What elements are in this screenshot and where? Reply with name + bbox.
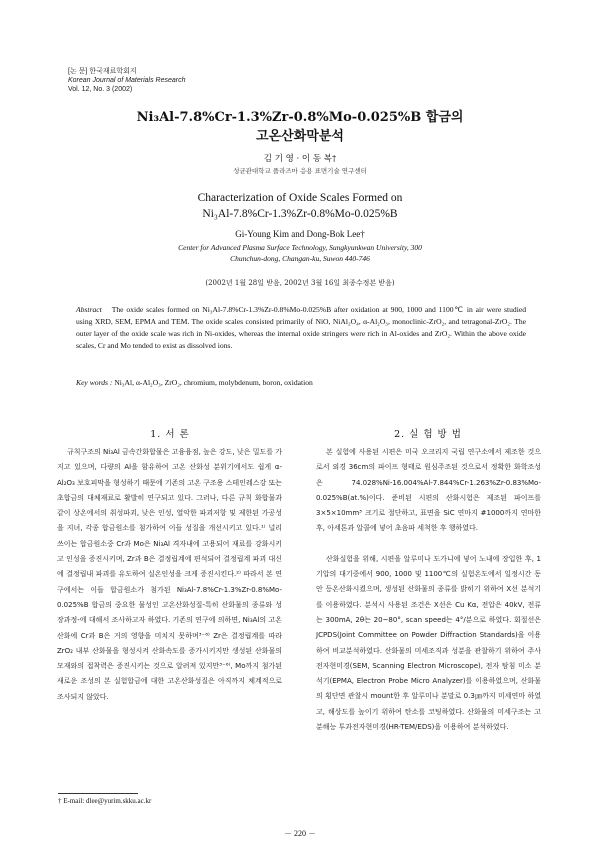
received-dates: (2002년 1월 28일 받음, 2002년 3월 16일 최종수정본 받음) bbox=[205, 279, 395, 287]
journal-header-line2: Korean Journal of Materials Research bbox=[68, 77, 186, 84]
korean-title-line1: Ni₃Al-7.8%Cr-1.3%Zr-0.8%Mo-0.025%B 합금의 bbox=[136, 110, 464, 125]
korean-authors: 김 기 영 · 이 동 복† bbox=[263, 154, 337, 164]
english-title-line2: Ni₃Al-7.8%Cr-1.3%Zr-0.8%Mo-0.025%B bbox=[202, 208, 398, 220]
section-methods-title: 2. 실 험 방 법 bbox=[394, 429, 462, 440]
english-authors: Gi-Young Kim and Dong-Bok Lee† bbox=[235, 229, 365, 239]
footnote-rule bbox=[58, 793, 138, 794]
abstract-label: Abstract bbox=[76, 305, 102, 314]
body-right-column bbox=[316, 445, 541, 735]
journal-header bbox=[68, 67, 186, 94]
keywords bbox=[76, 378, 526, 387]
section-introduction-title: 1. 서 론 bbox=[150, 429, 190, 440]
journal-header-line3: Vol. 12, No. 3 (2002) bbox=[68, 86, 133, 93]
page-number: － 220 － bbox=[284, 829, 316, 838]
methods-paragraph-2: 산화실험을 위해, 시편을 알루미나 도가니에 넣어 노내에 장입한 후, 1기압의 대기중에서 900, 1000 및 1100℃의 실험온도에서 일정시간 동안 등온산화시켰으며, 생성된 산화물의 종류를 밝히기 위하여 X선 분석기를 이용하였다. 분석시 사용된 조건은 X선은 Cu Kα, 전압은 40kV, 전류는 300mA, 2θ는 20~80°, scan speed는 4°/분으로 하였다. 회절선은 JCPDS(Joint Committee on Powder Diffraction Standards)을 이용하여 비교분석하였다. 산화물의 미세조직과 성분을 관찰하기 위하여 주사전자현미경(SEM, Scanning Electron Microscope), 전자 탐침 미소 분석기(EPMA, Electron Probe Micro Analyzer)를 이용하였으며, 산화물의 횡단면 관찰시 mount한 후 알루미나 분말로 0.3㎛까지 미세연마 하였고, 해상도를 높이기 위하여 탄소를 코팅하였다. 산화물의 미세구조는 고분해능 투과전자현미경(HR-TEM/EDS)을 이용하여 분석하였다. bbox=[316, 554, 541, 732]
journal-header-line1: [논 문] 한국재료학회지 bbox=[68, 68, 137, 75]
english-title-line1: Characterization of Oxide Scales Formed on bbox=[197, 192, 403, 204]
keywords-text: Ni₃Al, α-Al₂O₃, ZrO₂, chromium, molybdenum, boron, oxidation bbox=[112, 378, 313, 387]
english-affiliation-line1: Center for Advanced Plasma Surface Technology, Sungkyunkwan University, 300 bbox=[178, 243, 422, 252]
english-title bbox=[0, 190, 600, 222]
english-affiliation-line2: Chunchun-dong, Changan-ku, Suwon 440-746 bbox=[230, 254, 370, 263]
korean-title bbox=[0, 108, 600, 146]
body-left-column bbox=[57, 445, 282, 705]
korean-affiliation: 성균관대학교 플라즈마 응용 표면기술 연구센터 bbox=[233, 167, 367, 175]
korean-title-line2: 고온산화막분석 bbox=[256, 129, 344, 144]
abstract bbox=[76, 304, 526, 352]
abstract-text: The oxide scales formed on Ni₃Al-7.8%Cr-1.3%Zr-0.8%Mo-0.025%B after oxidation at 900, 1000 and 1100℃ in air were studied using XRD, SEM, EPMA and TEM. The oxide scales consisted primarily of NiO, NiAl₂O₄, α-Al₂O₃, monoclinic-ZrO₂, and tetragonal-ZrO₂. The outer layer of the oxide scale was rich in Ni-oxides, whereas the internal oxide stringers were rich in Al-oxides and ZrO₂. Within the above oxide scales, Cr and Mo tended to exist as dissolved ions. bbox=[76, 305, 526, 350]
keywords-label: Key words : bbox=[76, 378, 113, 387]
footnote-email: † E-mail: dlee@yurim.skku.ac.kr bbox=[58, 797, 152, 805]
intro-paragraph-1: 규칙구조의 Ni₃Al 금속간화합물은 고융융점, 높은 강도, 낮은 밀도를 가지고 있으며, 다량의 Al을 함유하여 고온 산화성 분위기에서도 쉽게 α-Al₂O₃ 보호피막을 형성하기 때문에 기존의 고온 구조용 스테인레스강 또는 초합금의 대체재료로 활발히 연구되고 있다. 그러나, 다른 규칙 화합물과 같이 상온에서의 취성파괴, 낮은 인성, 열악한 파괴저항 및 제한된 가공성을 지녀, 각종 합금원소를 첨가하여 이들 성질을 개선시키고 있다.¹⁾ 널리 쓰이는 합금원소중 Cr과 Mo은 Ni₃Al 격자내에 고용되어 재료를 강화시키고 인성을 증진시키며, Zr과 B은 결정립계에 편석되어 결정립계 파괴 대신에 결정립내 파괴를 유도하여 실온인성을 크게 증진시킨다.²⁾ 따라서 본 연구에서는 이들 합금원소가 첨가된 Ni₃Al-7.8%Cr-1.3%Zr-0.8%Mo-0.025%B 합금의 중요한 물성인 고온산화성질-특히 산화물의 종류와 성장과정-에 대해서 조사하고자 하였다. 기존의 연구에 의하면, Ni₃Al의 고온산화에 Cr과 B은 거의 영향을 미치지 못하며³⁻⁶⁾ Zr은 결정립계를 따라 ZrO₂ 내부 산화물을 형성시켜 산화속도를 증가시키지만 생성된 산화물의 모재와의 접착력은 증진시키는 것으로 알려져 있지만³⁻⁶⁾, Mo까지 첨가된 새로운 조성의 본 실험합금에 대한 고온산화성질은 아직까지 체계적으로 조사되지 않았다. bbox=[57, 448, 282, 701]
methods-paragraph-1: 본 실험에 사용된 시편은 미국 오크리지 국립 연구소에서 제조한 것으로서 외경 36cm의 파이프 형태로 원심주조된 것으로서 정확한 화학조성은 74.028%Ni-16.004%Al-7.844%Cr-1.263%Zr-0.83%Mo-0.025%B(at.%)이다. 준비된 시편의 산화시험은 제조된 파이프를 3×5×10mm³ 크기로 절단하고, 표면을 SiC 연마지 #1000까지 연마한 후, 아세톤과 알콜에 넣어 초음파 세척한 후 행하였다. bbox=[316, 448, 541, 533]
english-affiliation bbox=[0, 242, 600, 264]
